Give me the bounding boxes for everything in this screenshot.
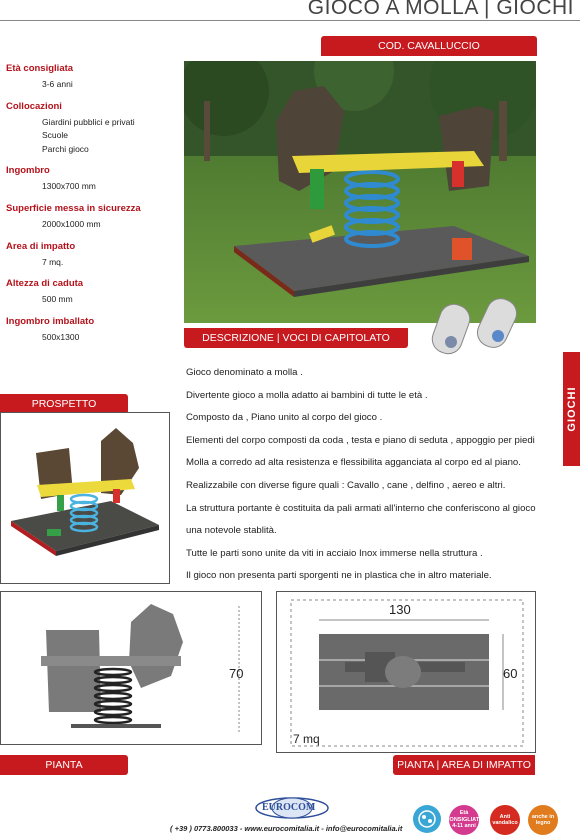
description-line: Gioco denominato a molla . — [186, 367, 303, 378]
pianta-side-view — [0, 591, 262, 745]
pianta-area-impatto — [276, 591, 536, 753]
category-label: GIOCHI — [565, 386, 578, 432]
logo-text: EUROCOM — [262, 802, 316, 813]
description-line: Il gioco non presenta parti sporgenti ne in plastica che in altro materiale. — [186, 570, 492, 582]
spec-superficie — [6, 203, 176, 232]
header-divider — [0, 20, 580, 21]
spec-label: Superficie messa in sicurezza — [6, 202, 141, 214]
spec-altezza-caduta — [6, 278, 176, 307]
dimension-length: 130 — [389, 602, 411, 617]
spec-label: Età consigliata — [6, 63, 74, 74]
prospetto-render — [0, 412, 170, 584]
footer-contact: ( +39 ) 0773.800033 - www.eurocomitalia.it - info@eurocomitalia.it — [170, 824, 403, 833]
spec-area-impatto — [6, 241, 176, 270]
description-tab: DESCRIZIONE | VOCI DI CAPITOLATO — [184, 328, 408, 348]
dimension-area: 7 mq — [293, 732, 320, 746]
spec-value: Parchi gioco — [42, 143, 89, 154]
page-title: GIOCO A MOLLA | GIOCHI — [307, 0, 574, 19]
area-impatto-tab: PIANTA | AREA DI IMPATTO — [393, 755, 535, 775]
spec-value: Scuole — [42, 130, 68, 141]
spec-value: 2000x1000 mm — [42, 218, 101, 229]
description-line: Molla a corredo ad alta resistenza e flessibilita agganciata al corpo ed al piano. — [186, 457, 521, 469]
eurocom-logo — [254, 796, 330, 820]
spec-label: Area di impatto — [6, 240, 76, 252]
description-line: La struttura portante è costituita da pali armati all'interno che conferiscono al gioco — [186, 502, 536, 514]
description-line: Tutte le parti sono unite da viti in acciaio Inox immerse nella struttura . — [186, 547, 483, 559]
antivandal-icon: Anti vandalico — [490, 805, 520, 835]
badge-abilita — [470, 292, 528, 352]
dimension-height: 70 — [229, 666, 244, 681]
pianta-tab: PIANTA — [0, 755, 128, 775]
description-line: una notevole stablità. — [186, 525, 277, 537]
description-text — [186, 362, 536, 588]
spec-value: Giardini pubblici e privati — [42, 116, 135, 127]
spec-label: Ingombro imballato — [6, 315, 95, 327]
spec-eta — [6, 63, 176, 92]
specs-list — [6, 63, 176, 353]
dimension-width: 60 — [503, 666, 518, 681]
spec-value: 3-6 anni — [42, 79, 73, 89]
category-side-tab — [563, 352, 580, 466]
play-icon — [413, 805, 441, 833]
spec-value: 7 mq. — [42, 256, 64, 267]
product-photo — [184, 61, 536, 323]
prospetto-tab: PROSPETTO — [0, 394, 128, 414]
description-line: Composto da , Piano unito al corpo del gioco . — [186, 412, 383, 424]
age-icon: Età CONSIGLIATA 4-11 anni — [449, 805, 479, 835]
spec-label: Ingombro — [6, 165, 50, 177]
product-code-tab: COD. CAVALLUCCIO — [321, 36, 537, 56]
spec-ingombro — [6, 165, 176, 194]
description-line: Realizzabile con diverse figure quali : Cavallo , cane , delfino , aereo e altri. — [186, 479, 506, 491]
spec-value: 1300x700 mm — [42, 181, 96, 192]
spec-value: 500x1300 — [42, 331, 80, 342]
wood-icon: anche in legno — [528, 805, 558, 835]
spec-collocazioni — [6, 101, 176, 157]
description-line: Elementi del corpo composti da coda , testa e piano di seduta , appoggio per piedi — [186, 434, 535, 446]
spec-ingombro-imballato — [6, 316, 176, 345]
spec-label: Collocazioni — [6, 100, 62, 112]
spec-value: 500 mm — [42, 294, 73, 305]
spec-label: Altezza di caduta — [6, 278, 84, 290]
description-line: Divertente gioco a molla adatto ai bambini di tutte le età . — [186, 389, 428, 401]
